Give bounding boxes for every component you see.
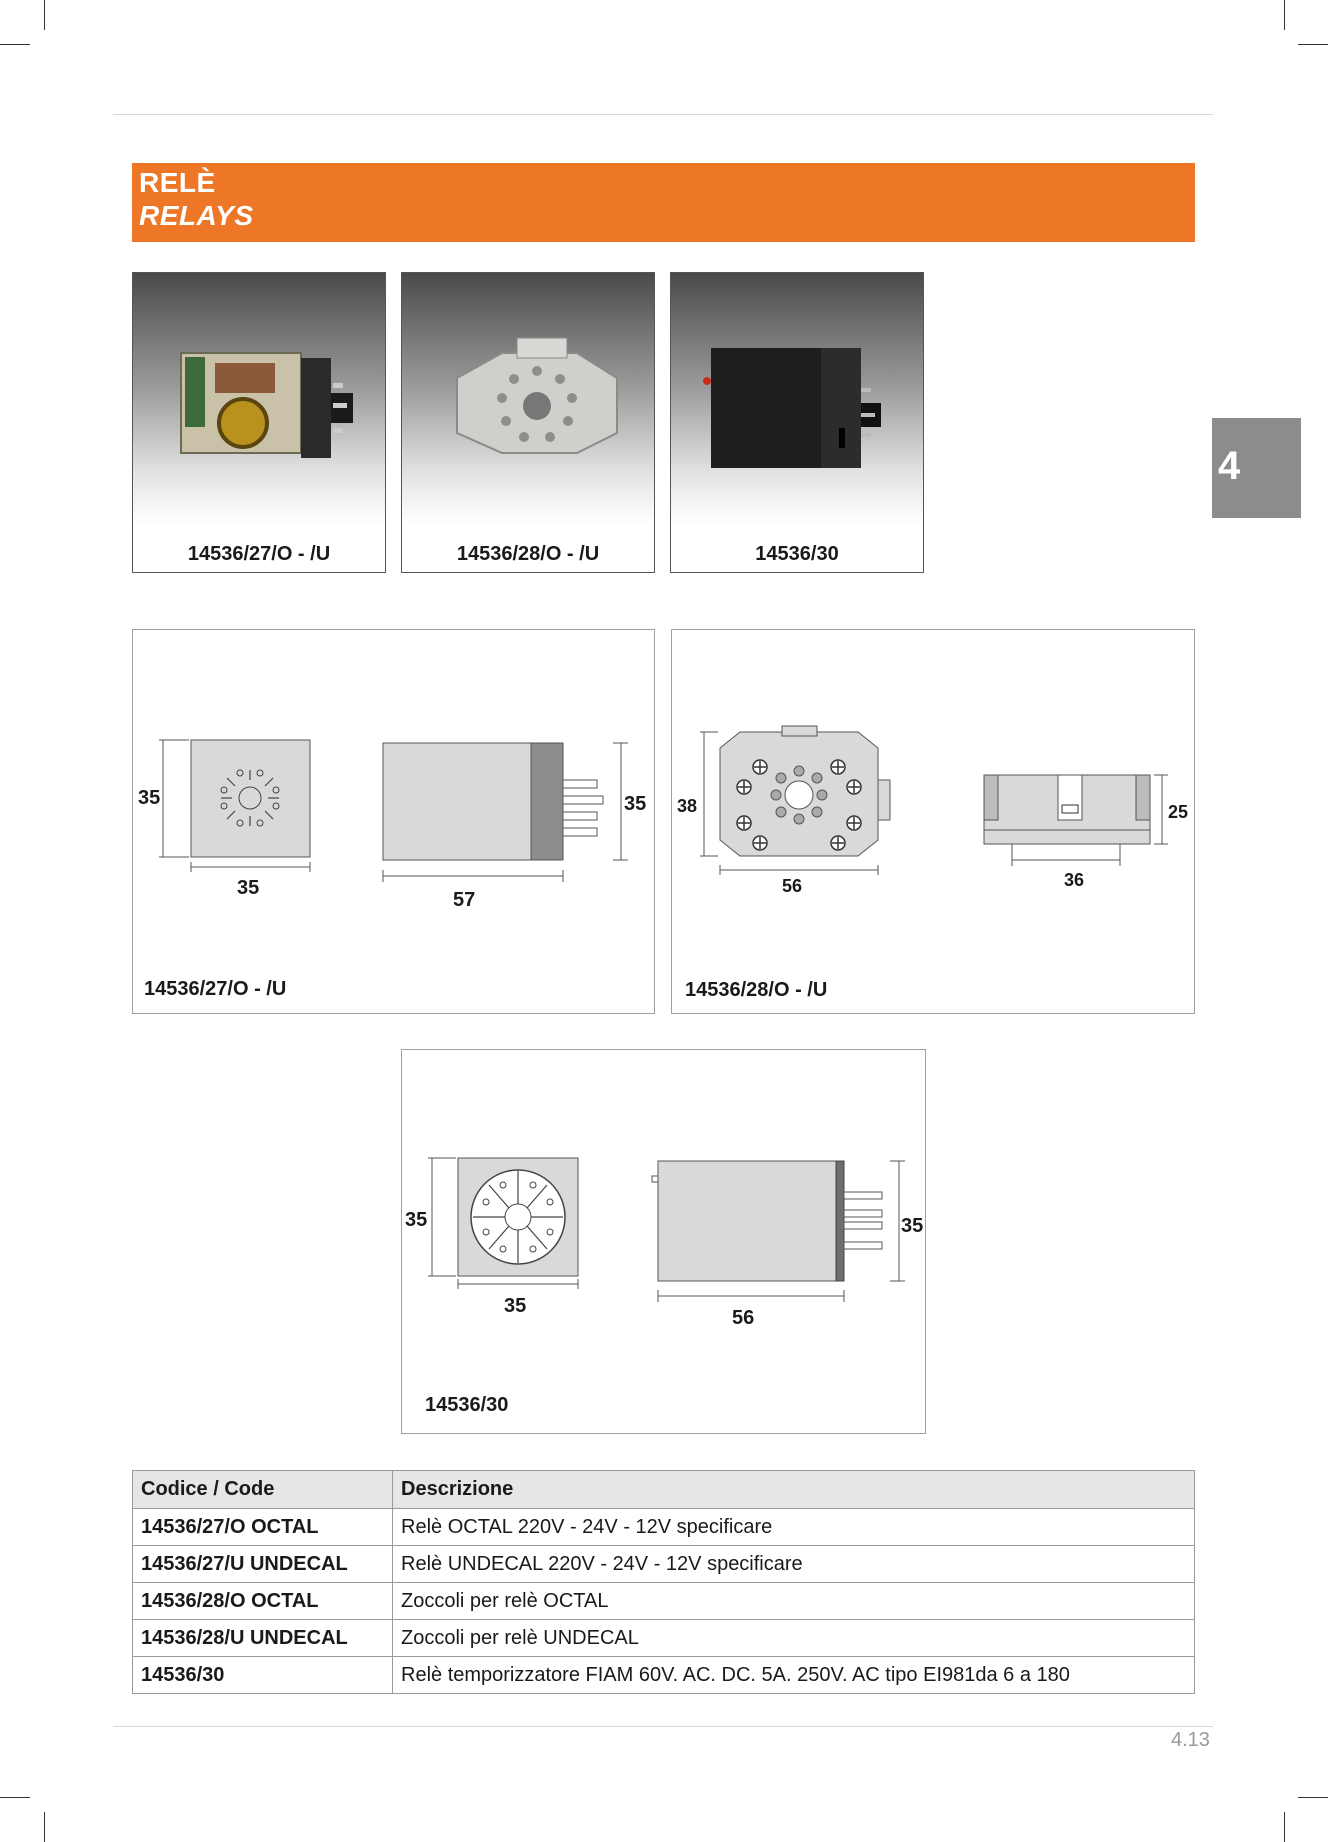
section-banner bbox=[132, 163, 1195, 242]
cell-description: Zoccoli per relè OCTAL bbox=[393, 1583, 1195, 1620]
crop-mark bbox=[0, 44, 30, 45]
column-header-description: Descrizione bbox=[393, 1471, 1195, 1509]
bottom-rule bbox=[113, 1726, 1213, 1727]
chapter-tab bbox=[1212, 418, 1301, 518]
dim-side-width: 36 bbox=[1064, 870, 1085, 890]
cell-description: Relè temporizzatore FIAM 60V. AC. DC. 5A. 250V. AC tipo EI981da 6 a 180 bbox=[393, 1657, 1195, 1694]
relay-socket-drawing bbox=[672, 630, 1194, 1013]
dim-front-width: 35 bbox=[237, 877, 260, 899]
product-photo-card bbox=[132, 272, 386, 573]
technical-drawing bbox=[401, 1049, 926, 1434]
technical-drawing bbox=[132, 629, 655, 1014]
relay-octal-drawing bbox=[133, 630, 654, 1013]
cell-code: 14536/28/U UNDECAL bbox=[133, 1620, 393, 1657]
dim-side-height: 35 bbox=[624, 793, 647, 815]
crop-mark bbox=[1284, 1812, 1285, 1842]
relay-octal-photo bbox=[133, 273, 385, 525]
dim-side-length: 56 bbox=[732, 1307, 755, 1329]
dim-front-width: 35 bbox=[504, 1295, 527, 1317]
top-rule bbox=[113, 114, 1213, 115]
title-italian: RELÈ bbox=[139, 167, 216, 198]
cell-code: 14536/30 bbox=[133, 1657, 393, 1694]
column-header-code: Codice / Code bbox=[133, 1471, 393, 1509]
table-row bbox=[133, 1657, 1195, 1694]
product-photo-card bbox=[670, 272, 924, 573]
photo-caption: 14536/30 bbox=[755, 543, 839, 565]
cell-description: Relè OCTAL 220V - 24V - 12V specificare bbox=[393, 1509, 1195, 1546]
crop-mark bbox=[1284, 0, 1285, 30]
dim-side-length: 57 bbox=[453, 889, 476, 911]
title-english: RELAYS bbox=[139, 200, 254, 231]
dim-side-height: 35 bbox=[901, 1215, 924, 1237]
crop-mark bbox=[1298, 44, 1328, 45]
product-table bbox=[132, 1470, 1195, 1694]
timer-relay-photo bbox=[671, 273, 923, 525]
cell-description: Zoccoli per relè UNDECAL bbox=[393, 1620, 1195, 1657]
drawing-label: 14536/30 bbox=[425, 1394, 509, 1416]
cell-code: 14536/28/O OCTAL bbox=[133, 1583, 393, 1620]
chapter-number: 4 bbox=[1218, 444, 1241, 488]
drawing-label: 14536/28/O - /U bbox=[685, 979, 828, 1001]
table-row bbox=[133, 1546, 1195, 1583]
photo-caption: 14536/28/O - /U bbox=[456, 543, 600, 565]
cell-code: 14536/27/U UNDECAL bbox=[133, 1546, 393, 1583]
cell-code: 14536/27/O OCTAL bbox=[133, 1509, 393, 1546]
cell-description: Relè UNDECAL 220V - 24V - 12V specificare bbox=[393, 1546, 1195, 1583]
dim-front-height: 35 bbox=[405, 1209, 428, 1231]
drawing-label: 14536/27/O - /U bbox=[144, 978, 287, 1000]
crop-mark bbox=[44, 0, 45, 30]
table-row bbox=[133, 1509, 1195, 1546]
page-number: 4.13 bbox=[1171, 1729, 1210, 1751]
dim-top-width: 56 bbox=[782, 876, 803, 896]
dim-front-height: 35 bbox=[138, 787, 161, 809]
product-photo-card bbox=[401, 272, 655, 573]
relay-socket-photo bbox=[402, 273, 654, 525]
dim-top-height: 38 bbox=[677, 796, 698, 816]
photo-caption: 14536/27/O - /U bbox=[187, 543, 331, 565]
table-header-row bbox=[133, 1471, 1195, 1509]
crop-mark bbox=[0, 1797, 30, 1798]
technical-drawing bbox=[671, 629, 1195, 1014]
table-row bbox=[133, 1620, 1195, 1657]
timer-relay-drawing bbox=[402, 1050, 925, 1433]
crop-mark bbox=[1298, 1797, 1328, 1798]
table-row bbox=[133, 1583, 1195, 1620]
crop-mark bbox=[44, 1812, 45, 1842]
dim-side-height: 25 bbox=[1168, 802, 1189, 822]
